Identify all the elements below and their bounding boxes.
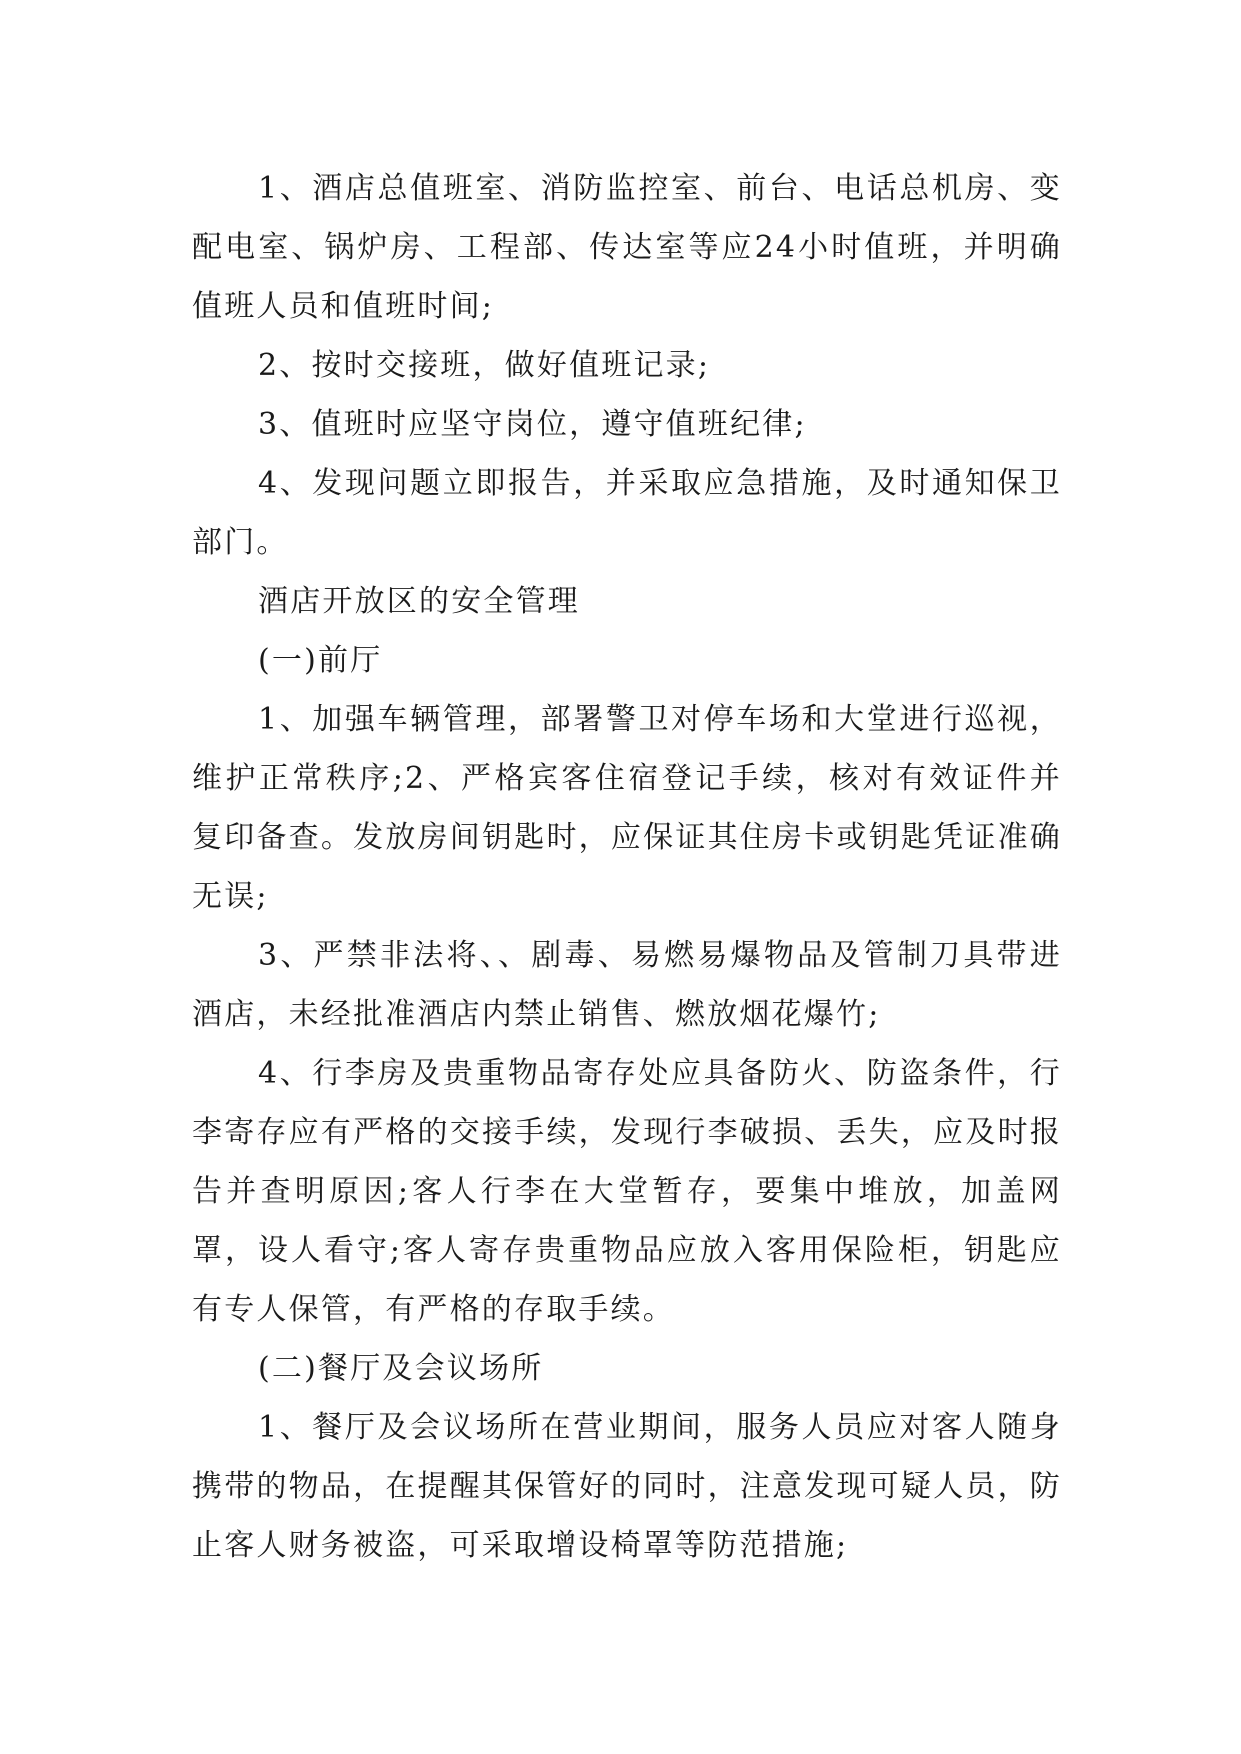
paragraph-vehicle-management: 1、加强车辆管理，部署警卫对停车场和大堂进行巡视，维护正常秩序;2、严格宾客住宿登记手续，核对有效证件并复印备查。发放房间钥匙时，应保证其住房卡或钥匙凭证准确无误; xyxy=(192,702,1062,914)
paragraph-report-problems: 4、发现问题立即报告，并采取应急措施，及时通知保卫部门。 xyxy=(192,466,1062,560)
paragraph-luggage-storage: 4、行李房及贵重物品寄存处应具备防火、防盗条件，行李寄存应有严格的交接手续，发现行李破损、丢失，应及时报告并查明原因;客人行李在大堂暂存，要集中堆放，加盖网罩，设人看守;客人寄存贵重物品应放入客用保险柜，钥匙应有专人保管，有严格的存取手续。 xyxy=(192,1056,1062,1327)
paragraph-shift-handover: 2、按时交接班，做好值班记录; xyxy=(258,348,711,383)
paragraph-prohibited-items: 3、严禁非法将、、剧毒、易燃易爆物品及管制刀具带进酒店，未经批准酒店内禁止销售、燃放烟花爆竹; xyxy=(192,938,1062,1032)
paragraph-duty-discipline: 3、值班时应坚守岗位，遵守值班纪律; xyxy=(258,407,807,442)
paragraph-restaurant-security: 1、餐厅及会议场所在营业期间，服务人员应对客人随身携带的物品，在提醒其保管好的同时，注意发现可疑人员，防止客人财务被盗，可采取增设椅罩等防范措施; xyxy=(192,1410,1062,1563)
subsection-heading-lobby: (一)前厅 xyxy=(258,643,383,678)
document-body xyxy=(192,159,1062,1575)
subsection-heading-restaurant: (二)餐厅及会议场所 xyxy=(258,1351,544,1386)
paragraph-duty-rooms: 1、酒店总值班室、消防监控室、前台、电话总机房、变配电室、锅炉房、工程部、传达室等应24小时值班，并明确值班人员和值班时间; xyxy=(192,171,1062,324)
section-heading-open-areas: 酒店开放区的安全管理 xyxy=(258,584,580,619)
